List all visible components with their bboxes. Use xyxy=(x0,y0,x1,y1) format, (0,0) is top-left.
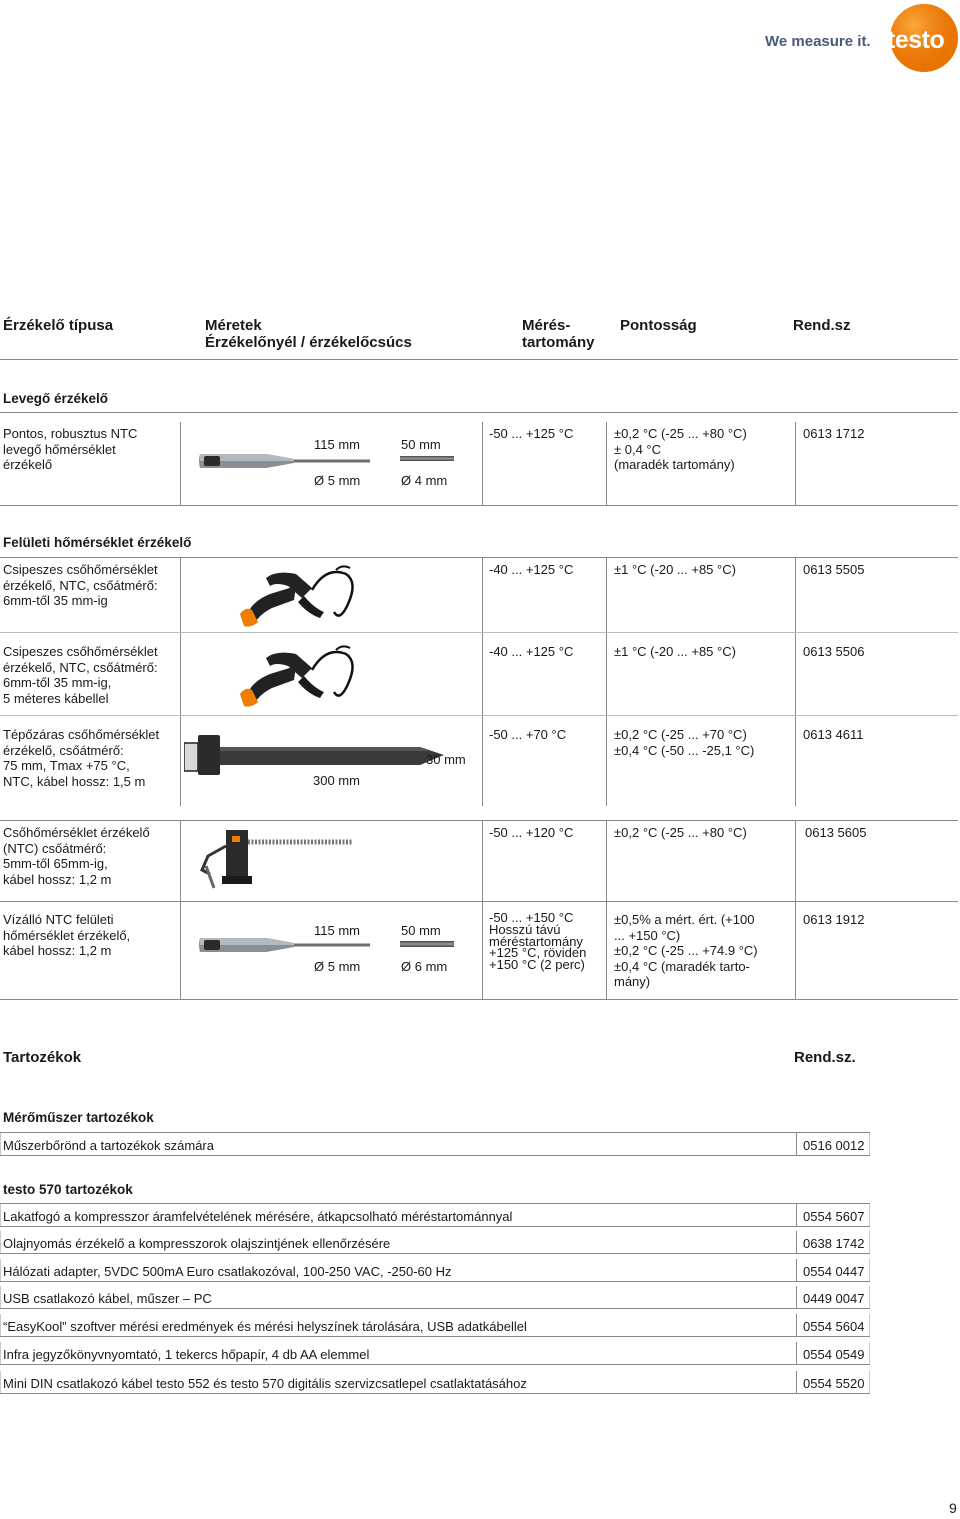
col-header-type: Érzékelő típusa xyxy=(3,317,114,334)
row3-order: 0613 5506 xyxy=(803,644,865,659)
row4-accuracy: ±0,2 °C (-25 ... +70 °C) ±0,4 °C (-50 ... -25,1 °C) xyxy=(614,727,755,758)
accessory-label: Infra jegyzőkönyvnyomtató, 1 tekercs hőpapír, 4 db AA elemmel xyxy=(3,1347,370,1362)
row-divider xyxy=(482,558,483,632)
accessory-label: Mini DIN csatlakozó kábel testo 552 és testo 570 digitális szervizcsatlepel csatlaktatásához xyxy=(3,1376,527,1391)
col-header-size-1: Méretek xyxy=(205,317,262,334)
section-divider xyxy=(0,412,958,413)
row-bottom-line xyxy=(0,901,958,902)
row-divider xyxy=(180,422,181,505)
row-bottom-line xyxy=(0,505,958,506)
probe-tip-icon xyxy=(400,941,454,947)
col-header-accuracy: Pontosság xyxy=(620,317,697,334)
accessory-order: 0554 5607 xyxy=(803,1209,865,1224)
row4-type: Tépőzáras csőhőmérséklet érzékelő, csőátmérő: 75 mm, Tmax +75 °C, NTC, kábel hossz: 1,5 m xyxy=(3,727,160,789)
col-header-order: Rend.sz xyxy=(793,317,851,334)
section-title-air: Levegő érzékelő xyxy=(3,391,109,406)
group1-title: Mérőműszer tartozékok xyxy=(3,1110,154,1125)
row5-range: -50 ... +120 °C xyxy=(489,825,574,840)
group2-title: testo 570 tartozékok xyxy=(3,1182,133,1197)
row-divider xyxy=(606,633,607,715)
row-divider xyxy=(180,902,181,999)
row-divider xyxy=(795,558,796,632)
row-divider xyxy=(482,633,483,715)
row1-tip-diameter: Ø 4 mm xyxy=(401,473,448,488)
row5-order: 0613 5605 xyxy=(805,825,867,840)
row-divider xyxy=(795,902,796,999)
row-bottom-line xyxy=(0,715,958,716)
row4-strap-width: 30 mm xyxy=(426,752,466,767)
list-item xyxy=(0,1342,960,1365)
list-item xyxy=(0,1133,960,1156)
row2-type: Csipeszes csőhőmérséklet érzékelő, NTC, csőátmérő: 6mm-től 35 mm-ig xyxy=(3,562,158,608)
row-divider xyxy=(482,422,483,505)
row-bottom-line xyxy=(0,632,958,633)
accessory-order: 0638 1742 xyxy=(803,1236,865,1251)
row6-shaft-diameter: Ø 5 mm xyxy=(314,959,361,974)
header-divider xyxy=(0,359,958,360)
list-item xyxy=(0,1286,960,1309)
accessory-order: 0554 5520 xyxy=(803,1376,865,1391)
row4-strap-length: 300 mm xyxy=(313,773,360,788)
accessories-title: Tartozékok xyxy=(3,1049,82,1066)
row2-order: 0613 5505 xyxy=(803,562,865,577)
accessory-order: 0554 0549 xyxy=(803,1347,865,1362)
logo-text: testo xyxy=(887,26,945,54)
row1-tip-length: 50 mm xyxy=(401,437,441,452)
accessories-order-header: Rend.sz. xyxy=(794,1049,856,1066)
accessory-label: “EasyKool” szoftver mérési eredmények és mérési helyszínek tárolására, USB adatkábellel xyxy=(3,1319,527,1334)
accessory-order: 0554 5604 xyxy=(803,1319,865,1334)
row-divider xyxy=(482,821,483,901)
row-divider xyxy=(606,422,607,505)
row-divider xyxy=(180,716,181,806)
probe-tip-icon xyxy=(400,456,454,461)
row-divider xyxy=(795,422,796,505)
row-divider xyxy=(180,633,181,715)
accessory-order: 0516 0012 xyxy=(803,1138,865,1153)
row6-type: Vízálló NTC felületi hőmérséklet érzékelő, kábel hossz: 1,2 m xyxy=(3,912,131,958)
row-divider xyxy=(606,902,607,999)
row1-shaft-length: 115 mm xyxy=(314,437,360,452)
row2-accuracy: ±1 °C (-20 ... +85 °C) xyxy=(614,562,736,577)
row5-type: Csőhőmérséklet érzékelő (NTC) csőátmérő: 5mm-től 65mm-ig, kábel hossz: 1,2 m xyxy=(3,825,150,887)
list-item xyxy=(0,1204,960,1227)
row1-accuracy: ±0,2 °C (-25 ... +80 °C) ± 0,4 °C (maradék tartomány) xyxy=(614,426,747,472)
testo-logo xyxy=(884,4,960,76)
clamp-icon xyxy=(236,640,366,717)
row-divider xyxy=(482,716,483,806)
row6-tip-length: 50 mm xyxy=(401,923,441,938)
row1-type: Pontos, robusztus NTC levegő hőmérséklet érzékelő xyxy=(3,426,138,472)
col-header-range-1: Mérés- xyxy=(522,317,571,334)
section-divider xyxy=(0,557,958,558)
row-bottom-line xyxy=(0,820,958,821)
accessory-label: Olajnyomás érzékelő a kompresszorok olajszintjének ellenőrzésére xyxy=(3,1236,391,1251)
pipe-probe-icon xyxy=(196,826,356,901)
row-divider xyxy=(482,902,483,999)
row6-tip-diameter: Ø 6 mm xyxy=(401,959,448,974)
row-divider xyxy=(795,716,796,806)
list-item xyxy=(0,1231,960,1254)
row-divider xyxy=(606,821,607,901)
row-divider xyxy=(180,821,181,901)
section-title-surface: Felületi hőmérséklet érzékelő xyxy=(3,535,192,550)
accessory-label: Hálózati adapter, 5VDC 500mA Euro csatlakozóval, 100-250 VAC, -250-60 Hz xyxy=(3,1264,452,1279)
page-number: 9 xyxy=(949,1500,957,1516)
col-header-size-2: Érzékelőnyél / érzékelőcsúcs xyxy=(205,334,412,351)
row-divider xyxy=(795,821,796,901)
accessory-label: Lakatfogó a kompresszor áramfelvételének mérésére, átkapcsolható méréstartománnyal xyxy=(3,1209,513,1224)
brand-tagline: We measure it. xyxy=(765,33,871,50)
col-header-range-2: tartomány xyxy=(522,334,595,351)
row-divider xyxy=(606,716,607,806)
row6-order: 0613 1912 xyxy=(803,912,865,927)
row5-accuracy: ±0,2 °C (-25 ... +80 °C) xyxy=(614,825,747,840)
row6-range: -50 ... +150 °C Hosszú távú méréstartomány +125 °C, röviden +150 °C (2 perc) xyxy=(489,910,587,973)
list-item xyxy=(0,1314,960,1337)
row-divider xyxy=(606,558,607,632)
row3-range: -40 ... +125 °C xyxy=(489,644,574,659)
row4-order: 0613 4611 xyxy=(803,727,864,742)
row3-accuracy: ±1 °C (-20 ... +85 °C) xyxy=(614,644,736,659)
accessory-order: 0449 0047 xyxy=(803,1291,865,1306)
accessory-label: Műszerbőrönd a tartozékok számára xyxy=(3,1138,214,1153)
row-divider xyxy=(180,558,181,632)
list-item xyxy=(0,1371,960,1394)
row3-type: Csipeszes csőhőmérséklet érzékelő, NTC, csőátmérő: 6mm-től 35 mm-ig, 5 méteres kábellel xyxy=(3,644,158,706)
accessory-order: 0554 0447 xyxy=(803,1264,865,1279)
row6-shaft-length: 115 mm xyxy=(314,923,360,938)
row1-range: -50 ... +125 °C xyxy=(489,426,574,441)
row2-range: -40 ... +125 °C xyxy=(489,562,574,577)
row6-accuracy: ±0,5% a mért. ért. (+100 ... +150 °C) ±0,2 °C (-25 ... +74.9 °C) ±0,4 °C (maradék tarto- mány) xyxy=(614,912,758,989)
list-item xyxy=(0,1259,960,1282)
row-bottom-line xyxy=(0,999,958,1000)
accessory-label: USB csatlakozó kábel, műszer – PC xyxy=(3,1291,212,1306)
row4-range: -50 ... +70 °C xyxy=(489,727,567,742)
clamp-icon xyxy=(236,560,366,637)
row1-order: 0613 1712 xyxy=(803,426,865,441)
row1-shaft-diameter: Ø 5 mm xyxy=(314,473,361,488)
row-divider xyxy=(795,633,796,715)
